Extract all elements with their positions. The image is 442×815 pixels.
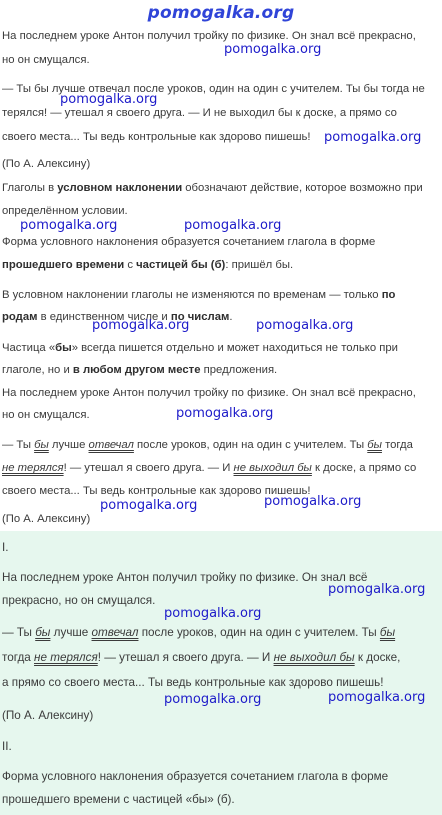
answer-line-5: а прямо со своего места... Ты ведь контрольные как здорово пишешь! [2,676,384,689]
verb-ne-teryalsya: не терялся [34,651,98,664]
watermark: pomogalka.org [60,92,158,107]
verb-otvechal: отвечал [91,626,139,639]
verb-ne-teryalsya: не терялся [2,462,64,474]
intro-line-3: — Ты бы лучше отвечал после уроков, один на один с учителем. Ты бы тогда не [2,83,425,95]
watermark: pomogalka.org [164,692,262,707]
theory-line-3: Форма условного наклонения образуется сочетанием глагола в форме [2,236,376,248]
watermark: pomogalka.org [328,690,426,705]
verb-ne-vyhodil-by: не выходил бы [233,462,312,474]
particle-by: бы [379,626,396,639]
watermark: pomogalka.org [184,218,282,233]
watermark: pomogalka.org [176,406,274,421]
watermark: pomogalka.org [164,606,262,621]
watermark: pomogalka.org [328,582,426,597]
intro-line-2: но он смущался. [2,54,90,66]
intro-author: (По А. Алексину) [2,158,91,170]
intro-line-4: терялся! — утешал я своего друга. — И не выходил бы к доске, а прямо со [2,107,397,119]
theory-line-2: определённом условии. [2,205,128,217]
answer-formula-line-1: Форма условного наклонения образуется сочетанием глагола в форме [2,770,389,783]
marked-line-5: своего места... Ты ведь контрольные как здорово пишешь! [2,485,311,497]
site-header[interactable]: pomogalka.org [147,3,295,23]
marked-line-2: но он смущался. [2,409,90,421]
watermark: pomogalka.org [324,130,422,145]
answer-roman-2: II. [2,740,12,753]
marked-line-1: На последнем уроке Антон получил тройку по физике. Он знал всё прекрасно, [2,387,416,399]
theory-line-5: В условном наклонении глаголы не изменяются по временам — только по [2,289,396,301]
theory-line-4: прошедшего времени с частицей бы (б): пришёл бы. [2,259,294,271]
theory-line-7: Частица «бы» всегда пишется отдельно и может находиться не только при [2,342,398,354]
theory-line-1: Глаголы в условном наклонении обозначают действие, которое возможно при [2,182,423,194]
answer-roman-1: I. [2,541,9,554]
answer-line-3: — Ты бы лучше отвечал после уроков, один на один с учителем. Ты бы [2,626,396,639]
answer-line-2: прекрасно, но он смущался. [2,594,156,607]
watermark: pomogalka.org [264,494,362,509]
watermark: pomogalka.org [224,42,322,57]
answer-line-4: тогда не терялся! — утешал я своего друга. — И не выходил бы к доске, [2,651,401,664]
watermark: pomogalka.org [92,318,190,333]
marked-author: (По А. Алексину) [2,513,91,525]
marked-line-3: — Ты бы лучше отвечал после уроков, один на один с учителем. Ты бы тогда [2,439,413,451]
theory-line-6: родам в единственном числе и по числам. [2,311,233,323]
verb-ne-vyhodil-by: не выходил бы [273,651,355,664]
particle-by: бы [367,439,382,451]
watermark: pomogalka.org [256,318,354,333]
theory-line-8: глаголе, но и в любом другом месте предложения. [2,364,278,376]
marked-line-4: не терялся! — утешал я своего друга. — И не выходил бы к доске, а прямо со [2,462,417,474]
answer-formula-line-2: прошедшего времени с частицей «бы» (б). [2,793,235,806]
watermark: pomogalka.org [100,498,198,513]
watermark: pomogalka.org [20,218,118,233]
intro-line-5: своего места... Ты ведь контрольные как здорово пишешь! [2,131,311,143]
answer-line-1: На последнем уроке Антон получил тройку по физике. Он знал всё [2,571,368,584]
verb-otvechal: отвечал [88,439,134,451]
particle-by: бы [34,439,49,451]
particle-by: бы [35,626,51,639]
answer-author: (По А. Алексину) [2,709,94,722]
intro-line-1: На последнем уроке Антон получил тройку по физике. Он знал всё прекрасно, [2,30,416,42]
